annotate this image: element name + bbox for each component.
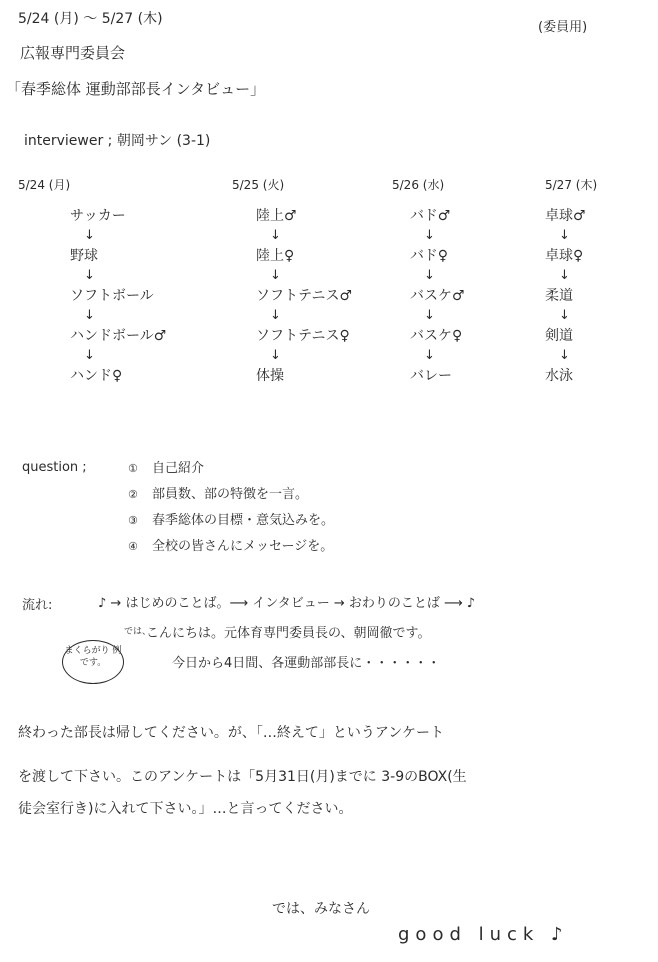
- schedule-day-column: [232, 176, 352, 385]
- club-item: サッカー: [70, 208, 126, 224]
- flow-line: ♪ → はじめのことば。⟶ インタビュー → おわりのことば ⟶ ♪: [98, 596, 476, 611]
- down-arrow-icon: ↓: [270, 308, 281, 323]
- question-text: 全校の皆さんにメッセージを。: [152, 539, 334, 554]
- club-item: 陸上♀: [256, 248, 295, 264]
- schedule-day-column: [392, 176, 465, 385]
- down-arrow-icon: ↓: [84, 268, 95, 283]
- club-item: バスケ♂: [410, 288, 465, 304]
- instruction-line: 徒会室行き)に入れて下さい。」…と言ってください。: [18, 801, 353, 817]
- greeting-prefix: では、: [124, 627, 152, 637]
- club-item: 野球: [70, 248, 98, 264]
- schedule-day-label: 5/24 (月): [18, 178, 71, 192]
- club-item: 卓球♀: [545, 248, 584, 264]
- club-item: 剣道: [545, 328, 573, 344]
- club-item: ハンド♀: [70, 368, 123, 384]
- down-arrow-icon: ↓: [270, 268, 281, 283]
- question-number: ①: [128, 462, 138, 475]
- club-item: バレー: [410, 368, 452, 384]
- club-list: [410, 207, 465, 385]
- schedule-day-label: 5/27 (木): [545, 178, 598, 192]
- question-item: [128, 482, 334, 508]
- closing-line-1: では、みなさん: [272, 901, 370, 917]
- club-item: 水泳: [545, 368, 573, 384]
- down-arrow-icon: ↓: [559, 268, 570, 283]
- question-item: [128, 508, 334, 534]
- down-arrow-icon: ↓: [84, 308, 95, 323]
- down-arrow-icon: ↓: [84, 228, 95, 243]
- down-arrow-icon: ↓: [270, 348, 281, 363]
- greeting-line-1: こんにちは。元体育専門委員長の、朝岡徹です。: [146, 626, 431, 641]
- down-arrow-icon: ↓: [424, 228, 435, 243]
- club-list: [545, 207, 597, 385]
- question-text: 自己紹介: [152, 461, 205, 476]
- instruction-line: を渡して下さい。このアンケートは「5月31日(月)までに 3-9のBOX(生: [18, 769, 467, 785]
- schedule-day-column: [18, 176, 166, 385]
- schedule-day-label: 5/26 (水): [392, 178, 445, 192]
- down-arrow-icon: ↓: [424, 268, 435, 283]
- club-list: [256, 207, 352, 385]
- down-arrow-icon: ↓: [424, 308, 435, 323]
- question-item: [128, 534, 334, 560]
- club-item: バド♀: [410, 248, 448, 264]
- question-item: [128, 456, 334, 482]
- down-arrow-icon: ↓: [559, 348, 570, 363]
- committee-tag: (委員用): [538, 20, 588, 35]
- club-item: ソフトテニス♂: [256, 288, 352, 304]
- interviewer-line: interviewer ; 朝岡サン (3-1): [24, 133, 211, 149]
- date-range: 5/24 (月) 〜 5/27 (木): [18, 11, 163, 27]
- greeting-line-2: 今日から4日間、各運動部部長に・・・・・・: [172, 656, 441, 671]
- club-item: ソフトテニス♀: [256, 328, 350, 344]
- instruction-line: 終わった部長は帰してください。が、「…終えて」というアンケート: [18, 725, 445, 741]
- down-arrow-icon: ↓: [559, 228, 570, 243]
- down-arrow-icon: ↓: [559, 308, 570, 323]
- club-list: [70, 207, 166, 385]
- question-label: question ;: [22, 460, 87, 475]
- down-arrow-icon: ↓: [270, 228, 281, 243]
- schedule-day-column: [545, 176, 597, 385]
- question-list: [128, 456, 334, 560]
- club-item: バド♂: [410, 208, 451, 224]
- down-arrow-icon: ↓: [84, 348, 95, 363]
- org-name: 広報専門委員会: [20, 44, 126, 62]
- club-item: バスケ♀: [410, 328, 463, 344]
- question-text: 春季総体の目標・意気込みを。: [152, 513, 335, 528]
- flow-label: 流れ:: [22, 598, 53, 613]
- club-item: 陸上♂: [256, 208, 297, 224]
- question-number: ③: [128, 514, 138, 527]
- question-number: ④: [128, 540, 138, 553]
- club-item: ハンドボール♂: [70, 328, 167, 344]
- question-number: ②: [128, 488, 138, 501]
- closing-line-2: good luck ♪: [398, 924, 569, 945]
- club-item: 柔道: [545, 288, 573, 304]
- club-item: 体操: [256, 368, 284, 384]
- schedule-day-label: 5/25 (火): [232, 178, 285, 192]
- club-item: ソフトボール: [70, 288, 154, 304]
- example-bubble: まくらがり 例です。: [62, 640, 124, 684]
- club-item: 卓球♂: [545, 208, 586, 224]
- question-text: 部員数、部の特徴を一言。: [152, 487, 309, 502]
- down-arrow-icon: ↓: [424, 348, 435, 363]
- page-title: 「春季総体 運動部部長インタビュー」: [6, 80, 266, 98]
